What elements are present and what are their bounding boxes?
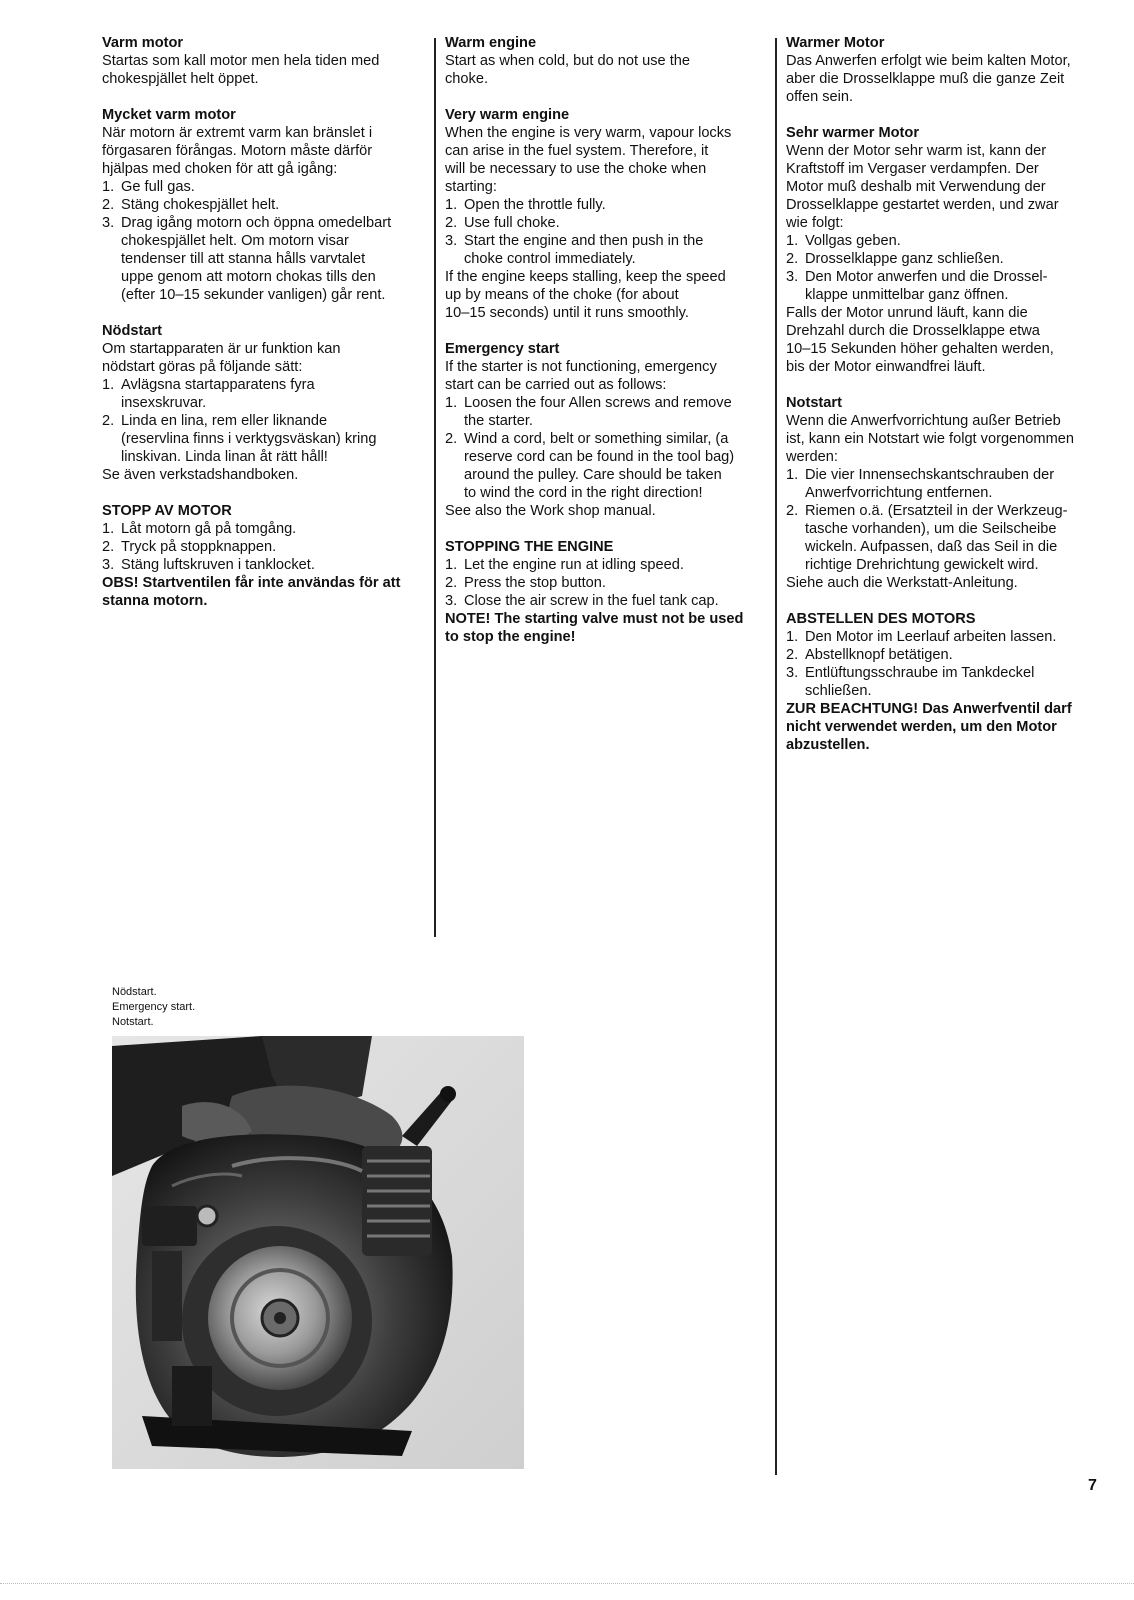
body-line: If the starter is not functioning, emergency	[445, 359, 717, 375]
step-line: richtige Drehrichtung gewickelt wird.	[805, 557, 1039, 573]
step-line: Open the throttle fully.	[464, 197, 606, 213]
step-line: choke control immediately.	[464, 251, 636, 267]
body-line: See also the Work shop manual.	[445, 503, 656, 519]
list-item	[786, 664, 1104, 700]
list-item	[786, 268, 1104, 304]
step-number: 1.	[102, 521, 115, 537]
step-line: Tryck på stoppknappen.	[121, 539, 277, 555]
list-item	[445, 592, 763, 610]
step-number: 1.	[786, 233, 799, 249]
list-item	[786, 646, 1104, 664]
step-number: 2.	[786, 647, 799, 663]
step-line: Press the stop button.	[464, 575, 606, 591]
list-item	[102, 520, 420, 538]
warning-note: OBS! Startventilen får inte användas för att	[102, 575, 401, 591]
step-line: wickeln. Aufpassen, daß das Seil in die	[805, 539, 1058, 555]
section-stop-engine-en	[445, 538, 763, 646]
step-line: Use full choke.	[464, 215, 560, 231]
step-number: 3.	[102, 215, 115, 231]
body-line: will be necessary to use the choke when	[445, 161, 707, 177]
german-column	[786, 34, 1104, 772]
list-item	[786, 250, 1104, 268]
step-number: 2.	[102, 197, 115, 213]
body-line: Siehe auch die Werkstatt-Anleitung.	[786, 575, 1018, 591]
list-item	[102, 556, 420, 574]
body-line: start can be carried out as follows:	[445, 377, 667, 393]
section-stop-engine-sv	[102, 502, 420, 610]
step-line: (efter 10–15 sekunder vanligen) går rent.	[121, 287, 386, 303]
body-line: starting:	[445, 179, 497, 195]
step-line: chokespjället helt. Om motorn visar	[121, 233, 349, 249]
step-number: 1.	[102, 179, 115, 195]
body-line: aber die Drosselklappe muß die ganze Zeit	[786, 71, 1065, 87]
step-list	[445, 196, 763, 268]
step-number: 2.	[102, 413, 115, 429]
section-warm-engine-de	[786, 34, 1104, 106]
step-line: Ge full gas.	[121, 179, 195, 195]
step-list	[102, 178, 420, 304]
step-line: schließen.	[805, 683, 872, 699]
scan-edge-line	[0, 1583, 1134, 1585]
section-heading: Nödstart	[102, 323, 162, 339]
body-line: Startas som kall motor men hela tiden med	[102, 53, 380, 69]
warning-note: to stop the engine!	[445, 629, 576, 645]
list-item	[445, 574, 763, 592]
section-heading: Notstart	[786, 395, 842, 411]
step-line: Den Motor im Leerlauf arbeiten lassen.	[805, 629, 1057, 645]
list-item	[102, 376, 420, 412]
section-heading: Very warm engine	[445, 107, 570, 123]
body-line: Wenn die Anwerfvorrichtung außer Betrieb	[786, 413, 1061, 429]
step-number: 3.	[786, 269, 799, 285]
body-line: werden:	[786, 449, 838, 465]
step-list	[786, 232, 1104, 304]
step-number: 1.	[786, 629, 799, 645]
body-line: can arise in the fuel system. Therefore, it	[445, 143, 709, 159]
step-line: Start the engine and then push in the	[464, 233, 704, 249]
list-item	[786, 628, 1104, 646]
step-line: Linda en lina, rem eller liknande	[121, 413, 328, 429]
figure-caption	[112, 985, 195, 1030]
step-line: tendenser till att stanna hålls varvtalet	[121, 251, 366, 267]
list-item	[102, 538, 420, 556]
step-list	[786, 466, 1104, 574]
warning-note: NOTE! The starting valve must not be used	[445, 611, 744, 627]
section-heading: ABSTELLEN DES MOTORS	[786, 611, 976, 627]
body-line: wie folgt:	[786, 215, 844, 231]
caption-line: Notstart.	[112, 1016, 154, 1028]
step-line: (reservlina finns i verktygsväskan) kring	[121, 431, 377, 447]
body-line: bis der Motor einwandfrei läuft.	[786, 359, 986, 375]
step-line: linskivan. Linda linan åt rätt håll!	[121, 449, 328, 465]
body-line: Drosselklappe gestartet werden, und zwar	[786, 197, 1059, 213]
section-warm-engine-en	[445, 34, 763, 88]
warning-note: nicht verwendet werden, um den Motor	[786, 719, 1057, 735]
column-divider-right	[775, 38, 777, 1475]
swedish-column	[102, 34, 420, 628]
body-line: Drehzahl durch die Drosselklappe etwa	[786, 323, 1040, 339]
list-item	[786, 502, 1104, 574]
section-very-warm-engine-de	[786, 124, 1104, 376]
step-number: 1.	[445, 557, 458, 573]
step-list	[445, 394, 763, 502]
section-heading: Warmer Motor	[786, 35, 885, 51]
body-line: When the engine is very warm, vapour locks	[445, 125, 732, 141]
body-line: När motorn är extremt varm kan bränslet i	[102, 125, 373, 141]
body-line: up by means of the choke (for about	[445, 287, 679, 303]
step-line: Entlüftungsschraube im Tankdeckel	[805, 665, 1035, 681]
step-line: tasche vorhanden), um die Seilscheibe	[805, 521, 1057, 537]
step-number: 1.	[445, 395, 458, 411]
page-number: 7	[1088, 1477, 1097, 1494]
step-number: 3.	[786, 665, 799, 681]
step-list	[445, 556, 763, 610]
list-item	[102, 412, 420, 466]
step-line: Let the engine run at idling speed.	[464, 557, 684, 573]
step-number: 2.	[445, 431, 458, 447]
step-line: Stäng chokespjället helt.	[121, 197, 280, 213]
step-list	[786, 628, 1104, 700]
section-heading: Emergency start	[445, 341, 560, 357]
step-number: 3.	[445, 593, 458, 609]
step-number: 1.	[445, 197, 458, 213]
step-number: 2.	[786, 503, 799, 519]
body-line: Om startapparaten är ur funktion kan	[102, 341, 341, 357]
section-emergency-start-sv	[102, 322, 420, 484]
column-divider-left	[434, 38, 436, 937]
step-list	[102, 520, 420, 574]
list-item	[445, 556, 763, 574]
step-line: Drag igång motorn och öppna omedelbart	[121, 215, 392, 231]
step-number: 3.	[102, 557, 115, 573]
warning-note: ZUR BEACHTUNG! Das Anwerfventil darf	[786, 701, 1072, 717]
step-line: Den Motor anwerfen und die Drossel-	[805, 269, 1048, 285]
list-item	[445, 394, 763, 430]
step-line: klappe unmittelbar ganz öffnen.	[805, 287, 1009, 303]
body-line: Wenn der Motor sehr warm ist, kann der	[786, 143, 1047, 159]
body-line: Motor muß deshalb mit Verwendung der	[786, 179, 1046, 195]
step-line: Drosselklappe ganz schließen.	[805, 251, 1004, 267]
section-heading: Warm engine	[445, 35, 537, 51]
step-line: around the pulley. Care should be taken	[464, 467, 722, 483]
english-column	[445, 34, 763, 664]
section-heading: Mycket varm motor	[102, 107, 236, 123]
section-very-warm-engine-en	[445, 106, 763, 322]
body-line: hjälpas med choken för att gå igång:	[102, 161, 338, 177]
body-line: Kraftstoff im Vergaser verdampfen. Der	[786, 161, 1039, 177]
list-item	[445, 430, 763, 502]
section-very-warm-engine-sv	[102, 106, 420, 304]
body-line: chokespjället helt öppet.	[102, 71, 259, 87]
step-line: Stäng luftskruven i tanklocket.	[121, 557, 315, 573]
step-line: Die vier Innensechskantschrauben der	[805, 467, 1055, 483]
step-number: 2.	[445, 215, 458, 231]
caption-line: Emergency start.	[112, 1001, 196, 1013]
step-line: Riemen o.ä. (Ersatzteil in der Werkzeug-	[805, 503, 1068, 519]
engine-photo	[112, 1036, 524, 1469]
list-item	[102, 214, 420, 304]
step-number: 2.	[786, 251, 799, 267]
step-line: Låt motorn gå på tomgång.	[121, 521, 297, 537]
list-item	[445, 196, 763, 214]
section-heading: STOPP AV MOTOR	[102, 503, 232, 519]
step-line: insexskruvar.	[121, 395, 207, 411]
body-line: Start as when cold, but do not use the	[445, 53, 691, 69]
body-line: choke.	[445, 71, 488, 87]
body-line: If the engine keeps stalling, keep the speed	[445, 269, 726, 285]
section-stop-engine-de	[786, 610, 1104, 754]
step-number: 3.	[445, 233, 458, 249]
step-line: Loosen the four Allen screws and remove	[464, 395, 732, 411]
step-line: Anwerfvorrichtung entfernen.	[805, 485, 993, 501]
section-warm-engine-sv	[102, 34, 420, 88]
step-line: to wind the cord in the right direction!	[464, 485, 703, 501]
caption-line: Nödstart.	[112, 986, 157, 998]
step-line: Avlägsna startapparatens fyra	[121, 377, 315, 393]
body-line: ist, kann ein Notstart wie folgt vorgenommen	[786, 431, 1074, 447]
list-item	[445, 214, 763, 232]
list-item	[786, 466, 1104, 502]
body-line: förgasaren förångas. Motorn måste därför	[102, 143, 373, 159]
body-line: Falls der Motor unrund läuft, kann die	[786, 305, 1028, 321]
body-line: Se även verkstadshandboken.	[102, 467, 299, 483]
step-line: reserve cord can be found in the tool bag)	[464, 449, 735, 465]
warning-note: abzustellen.	[786, 737, 870, 753]
body-line: Das Anwerfen erfolgt wie beim kalten Motor,	[786, 53, 1071, 69]
section-heading: Sehr warmer Motor	[786, 125, 919, 141]
warning-note: stanna motorn.	[102, 593, 208, 609]
step-number: 1.	[102, 377, 115, 393]
list-item	[786, 232, 1104, 250]
step-line: the starter.	[464, 413, 533, 429]
list-item	[445, 232, 763, 268]
list-item	[102, 196, 420, 214]
section-emergency-start-de	[786, 394, 1104, 592]
step-line: Vollgas geben.	[805, 233, 901, 249]
step-line: uppe genom att motorn chokas tills den	[121, 269, 376, 285]
step-line: Abstellknopf betätigen.	[805, 647, 953, 663]
list-item	[102, 178, 420, 196]
body-line: nödstart göras på följande sätt:	[102, 359, 303, 375]
body-line: 10–15 Sekunden höher gehalten werden,	[786, 341, 1054, 357]
step-number: 1.	[786, 467, 799, 483]
section-heading: Varm motor	[102, 35, 184, 51]
step-number: 2.	[102, 539, 115, 555]
section-heading: STOPPING THE ENGINE	[445, 539, 614, 555]
step-number: 2.	[445, 575, 458, 591]
step-line: Close the air screw in the fuel tank cap.	[464, 593, 719, 609]
step-line: Wind a cord, belt or something similar, (a	[464, 431, 729, 447]
section-emergency-start-en	[445, 340, 763, 520]
body-line: 10–15 seconds) until it runs smoothly.	[445, 305, 689, 321]
body-line: offen sein.	[786, 89, 854, 105]
step-list	[102, 376, 420, 466]
